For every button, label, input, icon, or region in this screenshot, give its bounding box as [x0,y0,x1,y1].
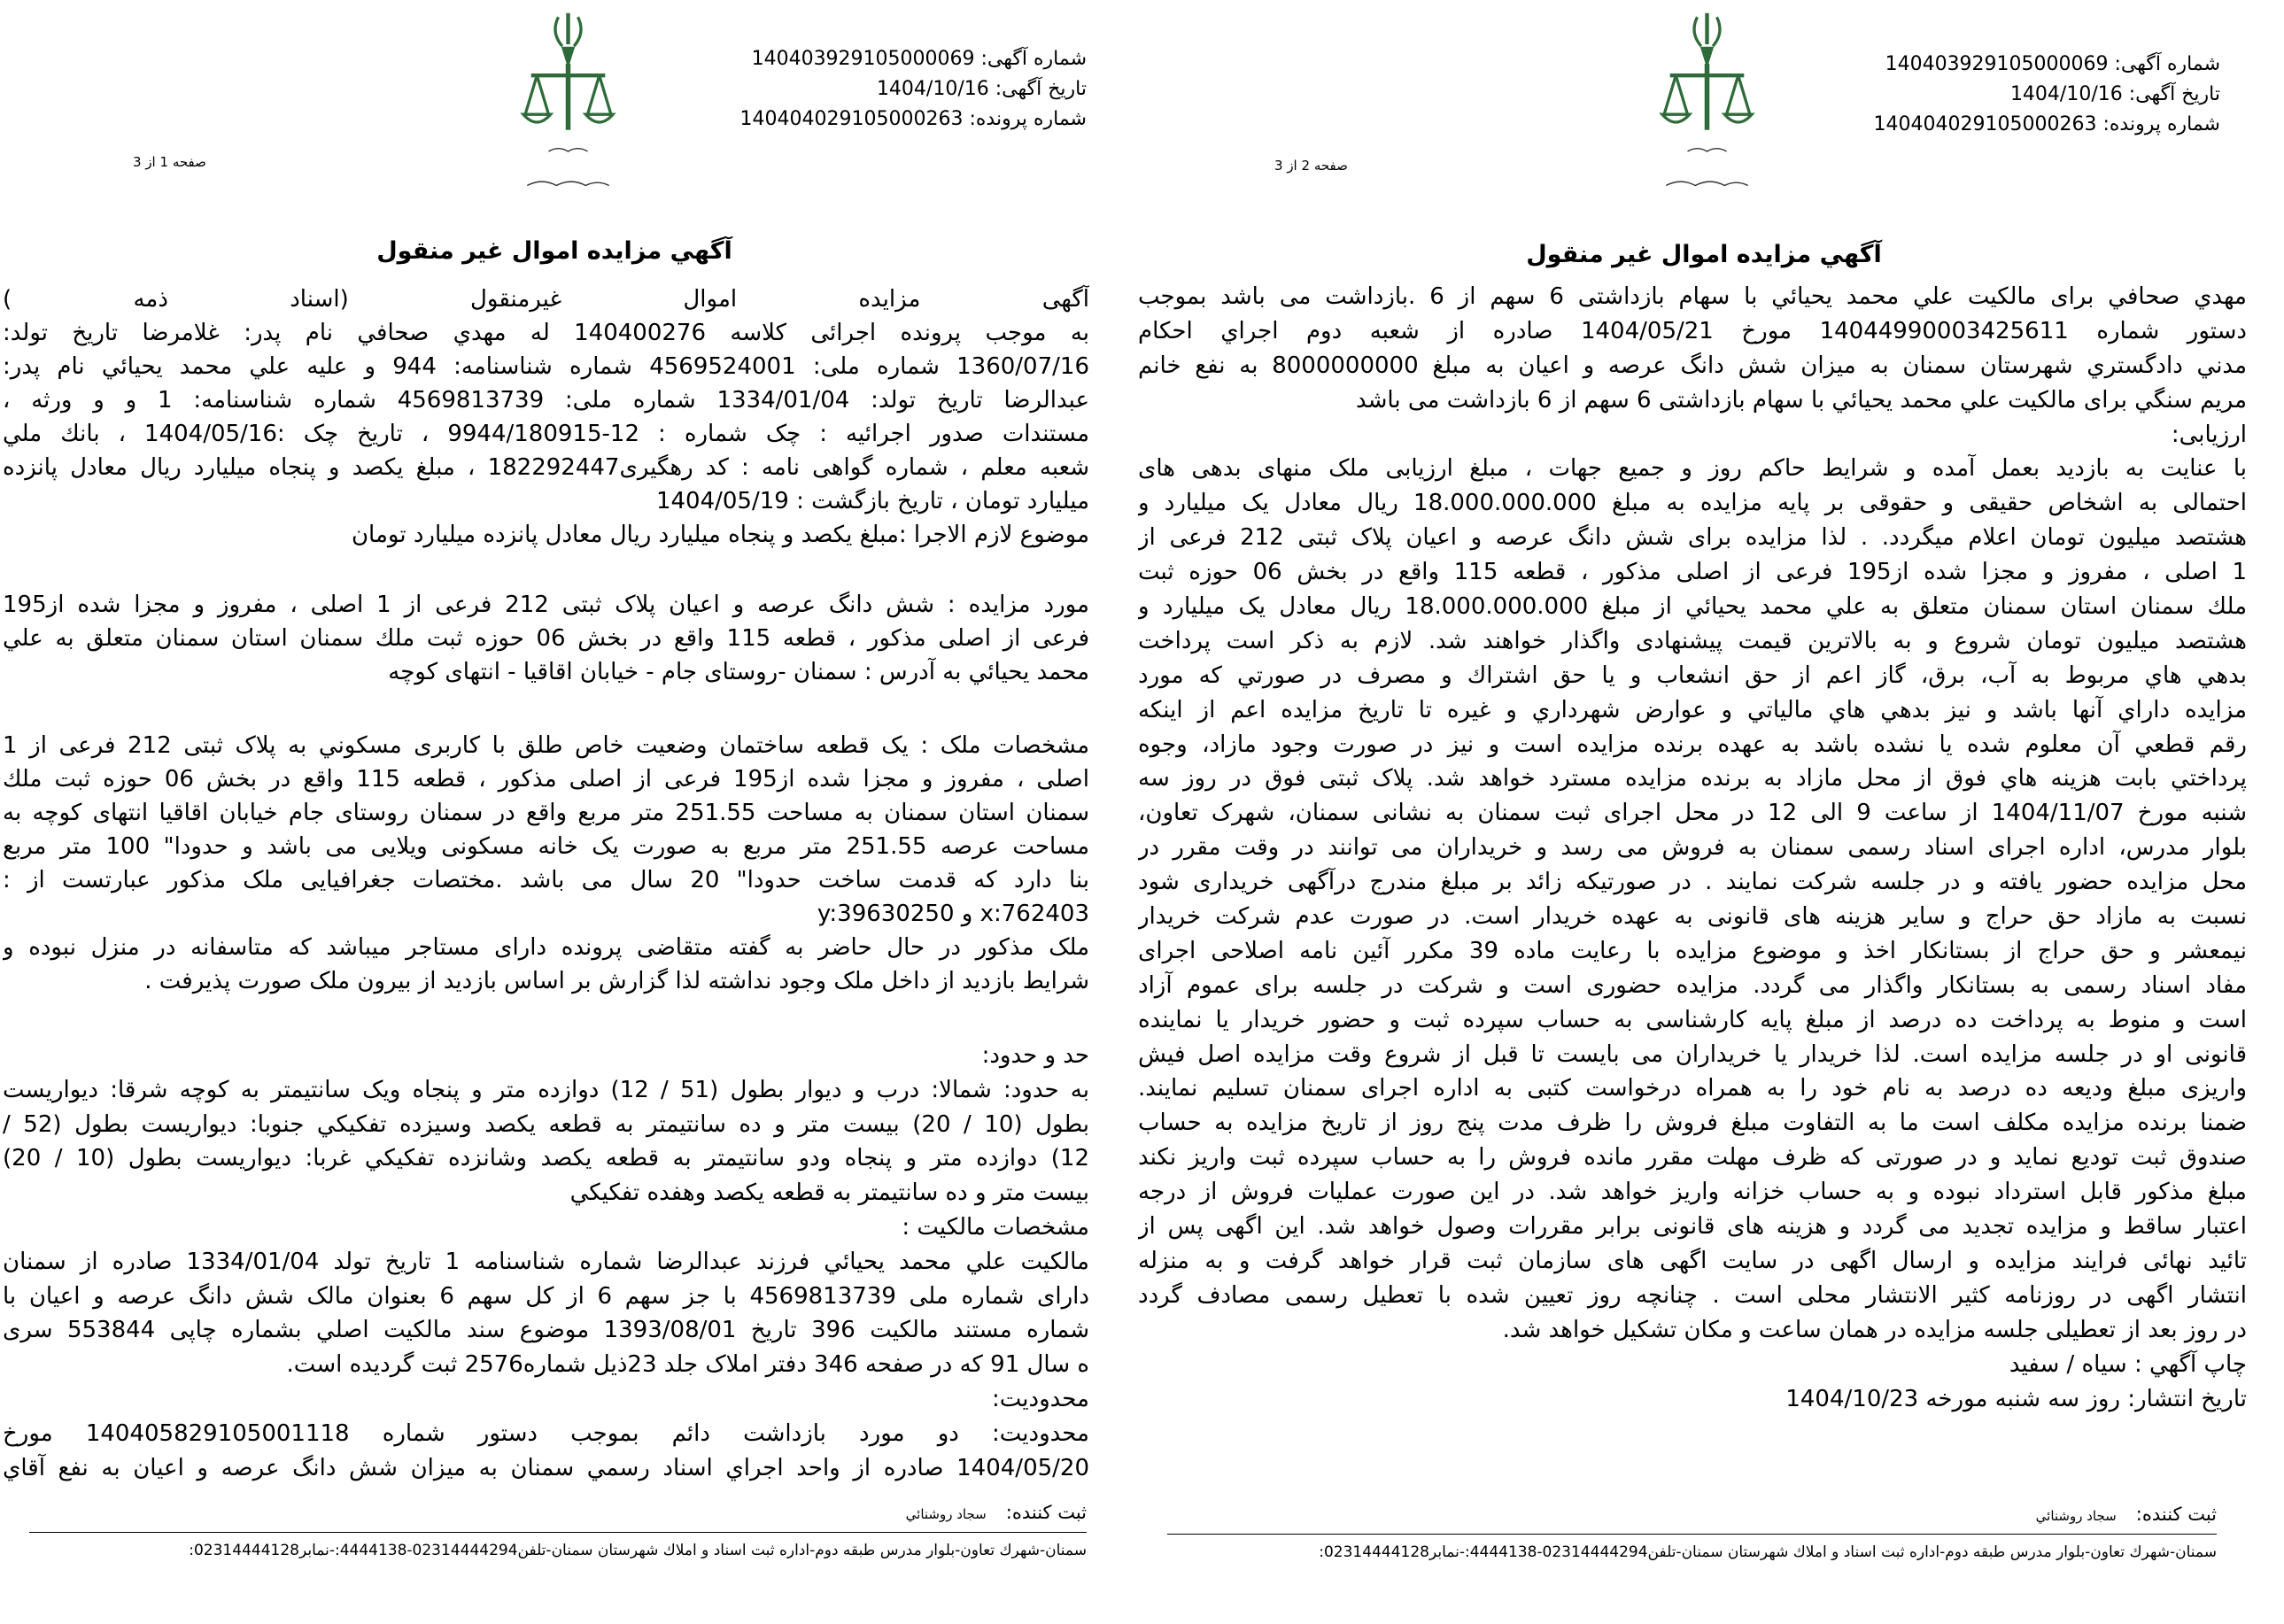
text-line: x:762403 و y:39630250 [817,901,1089,927]
text-line: به موجب پرونده اجرائی کلاسه 140400276 له مهدي صحافي نام پدر: غلامرضا تاريخ تولد: [3,320,1089,346]
page-title: آگهي مزايده اموال غير منقول [376,237,732,265]
text-section [3,282,1089,552]
text-line: 12) دوازده متر و پنجاه ودو سانتیمتر به قطعه یکصد وشانزده تفکیکي غربا: دیواریست بطول (10 / 20) [3,1145,1089,1172]
text-line: ه سال 91 که در صفحه 346 دفتر املاک جلد 23ذیل شماره2576 ثبت گردیده است. [286,1351,1089,1379]
footer-address: سمنان-شهرك تعاون-بلوار مدرس طبقه دوم-اداره ثبت اسناد و املاك شهرستان سمنان-تلفن02314444294-4444138:-نمابر02314444128: [189,1542,1087,1559]
text-line: سمنان استان سمنان به مساحت 251.55 متر مربع واقع در سمنان روستای جام خیابان اقاقیا انتهای کوچه به [3,800,1089,826]
notice-header [740,44,1087,135]
text-line: چاپ آگهي : سیاه / سفید [2009,1350,2247,1378]
text-line: واریزی مبلغ ودیعه ده درصد به نام خود را به همراه درخواست کتبی به اداره اجرای سمنان تسلیم نمایند. [1138,1075,2247,1102]
notice-page-2 [1138,0,2284,1624]
text-line: دستور شماره 14044990003425611 مورخ 1404/05/21 صادره از شعبه دوم اجراي احكام [1138,317,2247,344]
text-line: مالکیت علي محمد يحيائي فرزند عبدالرضا شماره شناسنامه 1 تاریخ تولد 1334/01/04 صادره از سمنان [3,1248,1089,1275]
page-label: صفحه 2 از 3 [1274,158,1348,174]
text-line: مشخصات ملک : یک قطعه ساختمان وضعیت خاص طلق با کاربری مسکوني به پلاک ثبتی 212 فرعی از 1 [3,732,1089,759]
registrar-label: ثبت کننده: [1005,1502,1087,1523]
text-line: نیمعشر و حق حراج از بستانکار اخذ و موضوع مزایده با رعایت ماده 39 مکرر آئین نامه اصلاحی اجرای [1138,937,2247,964]
text-line: بنا دارد که قدمت ساخت حدودا" 20 سال می باشد .مختصات جغرافیایی ملک مذکور عبارتست از : [3,867,1089,893]
text-line: بیست متر و ده سانتیمتر به قطعه یکصد وهفده تفکیکي [569,1179,1089,1207]
text-line: دارای شماره ملی 4569813739 با جز سهم 6 از کل سهم 6 بعنوان مالک شش دانگ عرصه و اعیان با [3,1282,1089,1310]
text-line: اصلی ، مفروز و مجزا شده از195 فرعی از اصلی مذکور ، قطعه 115 واقع در بخش 06 حوزه ثبت ملك [3,766,1089,793]
text-section [3,588,1089,689]
text-section [3,729,1089,998]
page-label: صفحه 1 از 3 [133,154,206,170]
text-line: بدهي هاي مربوط به آب، برق، گاز اعم از حق انشعاب و يا حق اشتراك و مصرف در صورتي كه مورد [1138,661,2247,689]
text-line: ارزیابی: [2171,421,2247,448]
text-line: شماره مستند مالکیت 396 تاریخ 1393/08/01 موضوع سند مالکیت اصلي بشماره چاپی 553844 سری [3,1317,1089,1344]
text-line: مريم سنگي برای مالکیت علي محمد يحيائي با سهام بازداشتی 6 سهم از 6 بازداشت می باشد [1356,386,2247,414]
text-line: 1 اصلی ، مفروز و مجزا شده از195 فرعی از اصلی مذکور ، قطعه 115 واقع در بخش 06 حوزه ثبت [1138,559,2247,586]
footer-divider [1167,1534,2217,1535]
text-line: احتمالی به اشخاص حقیقی و حقوقی بر پایه مزایده به مبلغ 18.000.000.000 ریال معادل یک میلیارد و [1138,490,2247,517]
judiciary-emblem-logo [1656,5,1758,200]
ad-date: تاریخ آگهی: 1404/10/16 [2009,83,2220,105]
text-section [1138,280,2247,1416]
text-line: مدني دادگستري شهرستان سمنان به میزان شش دانگ عرصه و اعیان به مبلغ 8000000000 به نفع خانم [1138,352,2247,379]
text-line: بطول (10 / 20) بیست متر و ده سانتیمتر به قطعه یکصد وسیزده تفکیکي جنوبا: دیواریست بطول (52 / [3,1110,1089,1138]
text-line: 1404/05/20 صادره از واحد اجراي اسناد رسمي سمنان به میزان شش دانگ عرصه و اعیان به نفع آقاي [3,1454,1089,1481]
text-line: مورد مزایده : شش دانگ عرصه و اعیان پلاک ثبتی 212 فرعی از 1 اصلی ، مفروز و مجزا شده از195 [3,592,1089,618]
text-line: محدودیت: دو مورد بازداشت دائم بموجب دستور شماره 140405829105001118 مورخ [3,1419,1089,1447]
text-line: میلیارد تومان ، تاریخ بازگشت : 1404/05/19 [655,488,1089,514]
registrar [906,1502,1087,1523]
ad-number: شماره آگهی: 140403929105000069 [751,48,1087,70]
file-number: شماره پرونده: 140404029105000263 [1873,113,2220,135]
text-line: مفاد اسناد رسمی به بستانکار واگذار می گردد. مزایده حضوری است و شرکت در جلسه برای عموم آزاد [1138,971,2247,999]
text-section [3,1039,1089,1485]
text-line: نسبت به مازاد حق حراج و سایر هزینه های قانونی به عهده خریدار است. در صورت عدم شرکت خریدار [1138,903,2247,931]
text-line: بلوار مدرس، اداره اجرای اسناد رسمی سمنان به فروش می رسد و خریداران می توانند در وقت مقرر در [1138,834,2247,862]
text-line: محل مزایده حضور یافته و در جلسه شرکت نمایند . در صورتیکه زائد بر مبلغ مندرج درآگهی خریداری شود [1138,869,2247,896]
ad-number: شماره آگهی: 140403929105000069 [1885,53,2220,75]
text-line: مزايده داراي آنها باشد و نيز بدهي هاي مالياتي و عوارض شهرداري و غيره تا تاريخ مزايده اعم از اينكه [1138,696,2247,723]
text-line: تائید نهائی فرایند مزایده و ارسال اگهی در سایت اگهی های سازمان ثبت قرار خواهد گرفت و به منزله [1138,1247,2247,1274]
text-line: فرعی از اصلی مذکور ، قطعه 115 واقع در بخش 06 حوزه ثبت ملك سمنان استان سمنان متعلق به علي [3,625,1089,652]
text-line: شنبه مورخ 1404/11/07 از ساعت 9 الی 12 در محل اجرای ثبت سمنان به نشانی سمنان، شهرک تعاون، [1138,800,2247,827]
text-line: هشتصد میلیون تومان شروع و به بالاترین قیمت پیشنهادی واگذار خواهند شد. لازم به ذکر است پرداخت [1138,627,2247,654]
footer-divider [29,1532,1087,1533]
notice-header [1874,50,2220,140]
text-line: مشخصات مالکیت : [902,1213,1089,1241]
text-line: مهدي صحافي برای مالکیت علي محمد يحيائي با سهام بازداشتی 6 سهم از 6 .بازداشت می باشد بموجب [1138,283,2247,310]
text-line: با عنایت به بازدید بعمل آمده و شرایط حاکم روز و جمیع جهات ، مبلغ ارزیابی ملک منهای بدهی های [1138,455,2247,483]
text-line: ملک مذکور در حال حاضر به گفته متقاضی پرونده دارای مستاجر میباشد که متاسفانه در منزل نبوده و [3,934,1089,961]
text-line: محمد يحيائي به آدرس : سمنان -روستای جام - خیابان اقاقیا - انتهای کوچه [388,659,1089,685]
text-line: شرایط بازدید از داخل ملک وجود نداشته لذا گزارش بر اساس بازدید از بیرون ملک صورت پذیرفت . [144,968,1089,994]
text-line: اعتبار ساقط و مزایده تجدید می گردد و هزینه های قانونی برابر مقررات وصول خواهد شد. این اگهی پس از [1138,1213,2247,1241]
text-line: آگهی مزایده اموال غیرمنقول (اسناد ذمه ) [3,286,1089,313]
text-line: حد و حدود: [981,1042,1089,1069]
text-line: قانونی او در جلسه مزایده است. لذا خریدار یا خریداران می بایست تا قبل از شروع وقت مزایده اصل فیش [1138,1040,2247,1068]
text-line: مبلغ مذکور قابل استرداد نبوده و به حساب خزانه واریز خواهد شد. در این صورت عملیات فروش از درجه [1138,1179,2247,1206]
footer-address: سمنان-شهرك تعاون-بلوار مدرس طبقه دوم-اداره ثبت اسناد و املاك شهرستان سمنان-تلفن02314444294-4444138:-نمابر02314444128: [1319,1543,2217,1561]
text-line: در روز بعد از تعطیلی جلسه مزایده در همان ساعت و مکان تشکیل خواهد شد. [1502,1316,2247,1343]
registrar [2036,1504,2217,1525]
registrar-name: سجاد روشنائي [905,1506,987,1522]
text-line: محدودیت: [991,1385,1089,1412]
judiciary-emblem-logo [517,5,619,200]
text-line: ضمنا برنده مزایده مکلف است ما به التفاوت مبلغ فروش را ظرف مدت پنج روز از تاریخ مزایده به حساب [1138,1110,2247,1137]
text-line: به حدود: شمالا: درب و دیوار بطول (51 / 12) دوازده متر و پنجاه ویک سانتیمتر به کوچه شرقا: دیواریست [3,1076,1089,1103]
text-line: انتشار اگهی در روزنامه کثیر الانتشار محلی است . چنانچه روز تعیین شده با تعطیل رسمی مصادف گردد [1138,1281,2247,1309]
text-line: تاریخ انتشار: روز سه شنبه مورخه 1404/10/23 [1785,1385,2247,1412]
text-line: مستندات صدور اجرائیه : چک شماره : 12-9944/180915 ، تاریخ چک :1404/05/16 ، بانك ملي [3,421,1089,447]
ad-date: تاریخ آگهی: 1404/10/16 [876,78,1087,100]
text-line: عبدالرضا تاريخ تولد: 1334/01/04 شماره ملی: 4569813739 شماره شناسنامه: 1 و و ورثه ، [3,387,1089,414]
text-line: 1360/07/16 شماره ملی: 4569524001 شماره شناسنامه: 944 و علیه علي محمد يحيائي نام پدر: [3,353,1089,380]
registrar-name: سجاد روشنائي [2035,1508,2117,1524]
text-line: هشتصد میلیون تومان اعلام میگردد. . لذا مزایده برای شش دانگ عرصه و اعیان پلاک ثبتی 212 فرعی از [1138,524,2247,552]
text-line: شعبه معلم ، شماره گواهی نامه : کد رهگیری182292447 ، مبلغ یکصد و پنجاه میلیارد ریال معادل پانزده [3,454,1089,481]
text-line: است و منوط به پرداخت ده درصد از مبلغ پایه کارشناسی به حساب سپرده ثبت و حضور خریدار یا نماینده [1138,1006,2247,1033]
text-line: ملك سمنان استان سمنان متعلق به علي محمد يحيائي از مبلغ 18.000.000.000 ریال معادل یک میلیارد و [1138,593,2247,621]
registrar-label: ثبت کننده: [2135,1504,2217,1525]
text-line: مساحت عرصه 251.55 متر مربع به صورت یک خانه مسکونی ویلایی می باشد و حدودا" 100 متر مربع [3,833,1089,860]
text-line: پرداختي بابت هزينه هاي فوق از محل مازاد به برنده مزايده مسترد خواهد شد. پلاک ثبتی فوق در روز سه [1138,765,2247,793]
text-line: موضوع لازم الاجرا :مبلغ یکصد و پنجاه میلیارد ریال معادل پانزده میلیارد تومان [351,522,1089,548]
page-title: آگهي مزايده اموال غير منقول [1526,241,1882,268]
file-number: شماره پرونده: 140404029105000263 [739,108,1087,130]
text-line: صندوق ثبت تودیع نماید و در صورتی که ظرف مهلت مقرر مانده فروش را به حساب سپرده ثبت واریز نکند [1138,1144,2247,1172]
text-line: رقم قطعي آن معلوم شده يا نشده باشد به عهده برنده مزايده است و نيز در صورت وجود مازاد، وجوه [1138,731,2247,758]
